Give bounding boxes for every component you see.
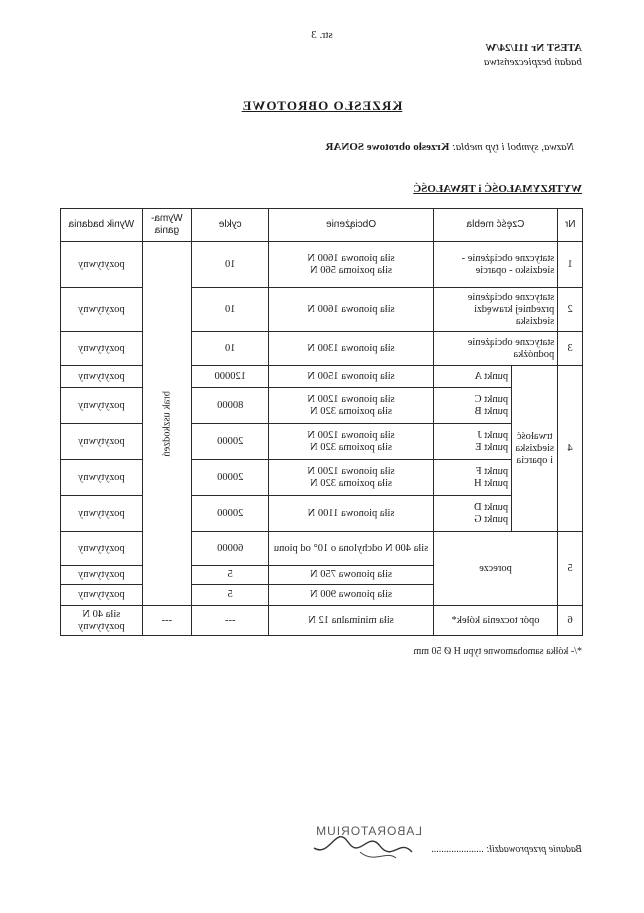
signature-scribble	[314, 837, 412, 852]
document-title: KRZESŁO OBROTOWE	[241, 98, 403, 113]
table-row	[61, 332, 583, 366]
row-part: porecze	[433, 532, 558, 606]
table-row	[61, 242, 583, 288]
row-result: pozytywny	[61, 532, 143, 566]
row-cycles: 20000	[192, 424, 269, 460]
row-result	[61, 606, 143, 636]
row-part: statyczne obciążenie - siedzisko - oparcie	[433, 242, 558, 288]
load-line: siła pionowa 1200 N	[307, 465, 395, 477]
row-cycles: 80000	[192, 388, 269, 424]
load-line: siła pionowa 1200 N	[307, 429, 395, 441]
page-number: str. 3	[311, 29, 333, 41]
row-result: pozytywny	[61, 288, 143, 332]
row-load: siła pionowa 750 N	[269, 566, 433, 585]
header-requirement: Wyma-gania	[142, 209, 191, 242]
signature-label: Badanie przeprowadził: .....................	[430, 844, 582, 855]
load-line: siła pozioma 320 N	[310, 405, 393, 417]
point-line: punkt H	[474, 477, 509, 489]
header-load: Obciążenie	[269, 209, 433, 242]
header-cycles: cykle	[192, 209, 269, 242]
table-row	[61, 496, 583, 532]
row-part: trwałość siedziska i oparcia	[512, 366, 558, 532]
row-load: siła pionowa 1100 N	[269, 496, 433, 532]
row-load	[269, 460, 433, 496]
row-requirement: ---	[142, 606, 191, 636]
row-cycles: 10	[192, 288, 269, 332]
header-nr: Nr	[558, 209, 583, 242]
row-result: pozytywny	[61, 242, 143, 288]
section-title: WYTRZYMAŁOŚĆ i TRWAŁOŚĆ	[413, 183, 582, 195]
table-row	[61, 606, 583, 636]
row-load: siła pionowa 1500 N	[269, 366, 433, 388]
point-line: punkt D	[474, 501, 509, 513]
row-part: statyczne obciążenie przedniej krawędzi siedziska	[433, 288, 558, 332]
header-result: Wynik badania	[61, 209, 143, 242]
row-load	[269, 242, 433, 288]
header-part: Część mebla	[433, 209, 558, 242]
footnote: */- kółka samohamowne typu H Ø 50 mm	[413, 646, 582, 657]
row-result: pozytywny	[61, 424, 143, 460]
row-part: opór toczenia kółek*	[433, 606, 558, 636]
row-points	[433, 496, 511, 532]
row-load: siła pionowa 1300 N	[269, 332, 433, 366]
row-load	[269, 388, 433, 424]
row-result: pozytywny	[61, 566, 143, 585]
point-line: punkt J	[477, 429, 509, 441]
row-result: pozytywny	[61, 460, 143, 496]
row-nr: 3	[558, 332, 583, 366]
laboratory-stamp	[302, 822, 426, 868]
table-row	[61, 532, 583, 566]
point-line: punkt B	[474, 405, 509, 417]
certificate-subtitle: badań bezpieczeństwa	[483, 56, 582, 68]
load-line: siła pozioma 560 N	[310, 264, 393, 276]
row-load	[269, 424, 433, 460]
row-nr: 1	[558, 242, 583, 288]
certificate-header	[484, 41, 582, 69]
requirement-text: brak uszkodzeń	[161, 390, 173, 457]
row-load: siła pionowa 1600 N	[269, 288, 433, 332]
furniture-meta-value: Krzesło obrotowe SONAR	[325, 141, 450, 153]
row-cycles: 20000	[192, 460, 269, 496]
row-result: pozytywny	[61, 496, 143, 532]
row-points: punkt A	[433, 366, 511, 388]
row-result: pozytywny	[61, 332, 143, 366]
row-nr: 2	[558, 288, 583, 332]
row-result: pozytywny	[61, 388, 143, 424]
row-result: pozytywny	[61, 366, 143, 388]
furniture-meta-label: Nazwa, symbol i typ mebla:	[452, 141, 574, 153]
table-row	[61, 460, 583, 496]
result-line: pozytywny	[78, 620, 125, 632]
row-cycles: 60000	[192, 532, 269, 566]
row-load: siła 400 N odchylona o 10° od pionu	[269, 532, 433, 566]
table-row	[61, 424, 583, 460]
row-cycles: ---	[192, 606, 269, 636]
table-row	[61, 288, 583, 332]
table-row	[61, 366, 583, 388]
requirement-cell	[142, 242, 191, 606]
row-nr: 4	[558, 366, 583, 532]
furniture-meta	[325, 141, 574, 153]
row-cycles: 5	[192, 585, 269, 606]
point-line: punkt E	[475, 441, 509, 453]
certificate-number: ATEST Nr 111/24/W	[485, 42, 582, 54]
row-load: siła pionowa 900 N	[269, 585, 433, 606]
row-points	[433, 460, 511, 496]
row-cycles: 10	[192, 332, 269, 366]
row-nr: 6	[558, 606, 583, 636]
load-line: siła pionowa 1200 N	[307, 393, 395, 405]
point-line: punkt C	[474, 393, 509, 405]
load-line: siła pozioma 320 N	[310, 441, 393, 453]
table-row	[61, 388, 583, 424]
row-cycles: 20000	[192, 496, 269, 532]
row-result: pozytywny	[61, 585, 143, 606]
row-cycles: 5	[192, 566, 269, 585]
row-cycles: 120000	[192, 366, 269, 388]
stamp-text: LABORATORIUM	[315, 824, 422, 838]
row-load: siła minimalna 12 N	[269, 606, 433, 636]
row-part: statyczne obciążenie podnóżka	[433, 332, 558, 366]
result-line: siła 40 N	[82, 608, 121, 620]
point-line: punkt G	[474, 513, 509, 525]
row-nr: 5	[558, 532, 583, 606]
load-line: siła pionowa 1600 N	[307, 252, 395, 264]
row-cycles: 10	[192, 242, 269, 288]
signature-scribble	[360, 852, 396, 858]
row-points	[433, 424, 511, 460]
row-points	[433, 388, 511, 424]
point-line: punkt F	[475, 465, 509, 477]
load-line: siła pozioma 320 N	[310, 477, 393, 489]
table-header-row	[61, 209, 583, 242]
results-table	[60, 208, 583, 636]
